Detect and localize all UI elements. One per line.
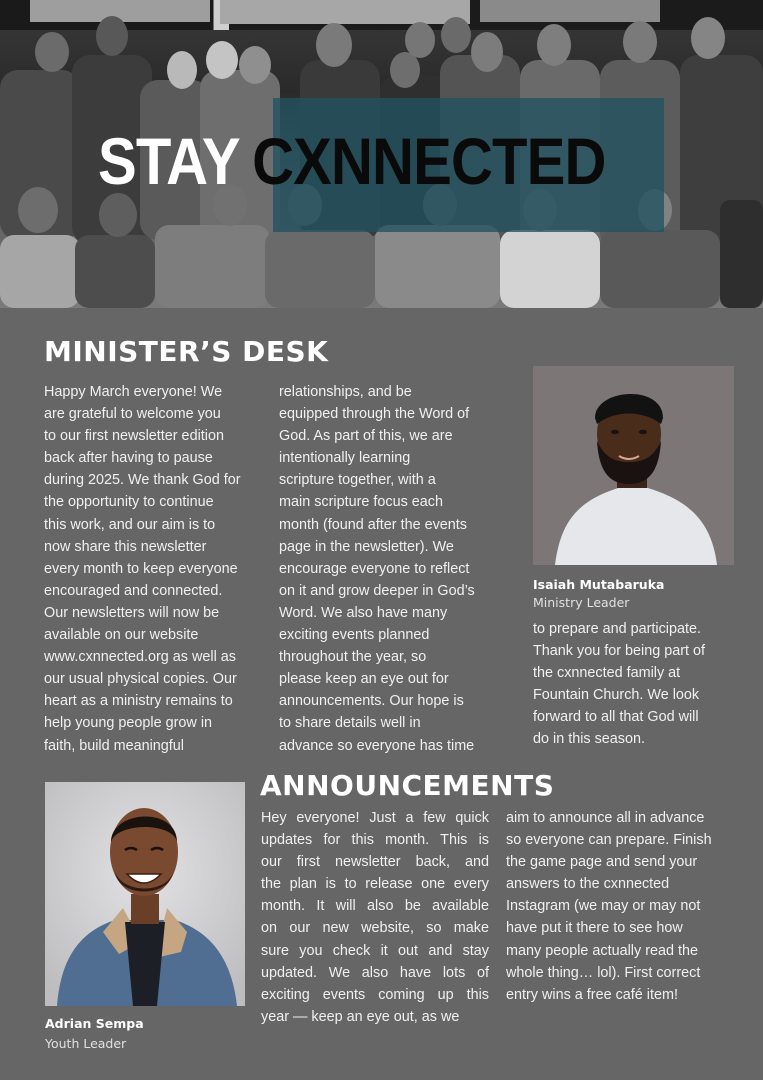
text-line: help young people grow in: [44, 715, 213, 732]
text-line: year — keep an eye out, as we: [261, 1008, 460, 1025]
announcements-heading: ANNOUNCEMENTS: [260, 769, 555, 802]
text-line: have put it there to see how: [506, 920, 683, 937]
text-line: answers to the cxnnected: [506, 876, 670, 893]
announcements-column-1: [261, 807, 489, 1028]
text-line: every month to keep everyone: [44, 560, 238, 577]
ministers-desk-column-3: [533, 618, 743, 751]
text-line: heart as a ministry remains to: [44, 693, 233, 710]
newsletter-title: [98, 126, 606, 196]
text-line: our usual physical copies. Our: [44, 671, 237, 688]
text-line: Thank you for being part of: [533, 643, 705, 660]
text-line: intentionally learning: [279, 450, 411, 467]
ministry-leader-role: Ministry Leader: [533, 595, 630, 610]
website-link-line: www.cxnnected.org as well as: [44, 649, 236, 666]
text-line: Instagram (we may or may not: [506, 898, 701, 915]
text-line: available on our website: [44, 627, 199, 644]
text-line: Hey everyone! Just a few quick: [261, 810, 489, 826]
text-line: the plan is to release one every: [261, 876, 489, 893]
text-line: whole thing… lol). First correct: [506, 964, 701, 981]
text-line: Fountain Church. We look: [533, 687, 700, 704]
text-line: encourage everyone to reflect: [279, 560, 470, 577]
text-line: to share details well in: [279, 715, 421, 732]
text-line: announcements. Our hope is: [279, 693, 464, 710]
text-line: sure you check it out and stay: [261, 942, 489, 959]
title-word-stay: STAY: [98, 124, 240, 198]
text-line: back after having to pause: [44, 450, 213, 467]
ministry-leader-photo: [533, 366, 734, 565]
text-line: updated. We also have lots of: [261, 964, 489, 981]
text-line: many people actually read the: [506, 942, 698, 959]
ministry-leader-name: Isaiah Mutabaruka: [533, 577, 665, 592]
text-line: scripture together, with a: [279, 472, 436, 489]
text-line: month (found after the events: [279, 516, 467, 533]
text-line: to prepare and participate.: [533, 621, 702, 637]
text-line: month. It will also be available: [261, 898, 489, 915]
ministers-desk-column-1: [44, 381, 266, 757]
text-line: forward to all that God will: [533, 709, 699, 726]
text-line: page in the newsletter). We: [279, 538, 454, 555]
text-line: on our new website, so make: [261, 920, 489, 937]
text-line: main scripture focus each: [279, 494, 443, 511]
text-line: please keep an eye out for: [279, 671, 449, 688]
youth-leader-role: Youth Leader: [45, 1036, 127, 1051]
text-line: exciting events planned: [279, 627, 430, 644]
text-line: encouraged and connected.: [44, 582, 223, 599]
ministers-desk-heading: MINISTER’S DESK: [44, 335, 329, 368]
text-line: entry wins a free café item!: [506, 986, 678, 1003]
ministers-desk-column-2: [279, 381, 504, 757]
portrait-illustration: [45, 782, 245, 1006]
text-line: the opportunity to continue: [44, 494, 214, 511]
text-line: are grateful to welcome you: [44, 406, 221, 423]
text-line: the cxnnected family at: [533, 665, 681, 682]
text-line: advance so everyone has time: [279, 737, 475, 754]
text-line: our first newsletter back, and: [261, 854, 489, 871]
text-line: throughout the year, so: [279, 649, 427, 666]
youth-leader-photo: [45, 782, 245, 1006]
text-line: so everyone can prepare. Finish: [506, 832, 712, 849]
text-line: to our first newsletter edition: [44, 428, 224, 445]
text-line: this work, and our aim is to: [44, 516, 216, 533]
text-line: the game page and send your: [506, 854, 698, 871]
text-line: faith, build meaningful: [44, 737, 184, 754]
text-line: updates for this month. This is: [261, 832, 489, 849]
text-line: now share this newsletter: [44, 538, 207, 555]
text-line: Happy March everyone! We: [44, 384, 223, 400]
text-line: relationships, and be: [279, 384, 412, 400]
text-line: God. As part of this, we are: [279, 428, 453, 445]
text-line: exciting events coming up this: [261, 986, 489, 1003]
title-word-cxnnected: CXNNECTED: [252, 124, 606, 198]
text-line: during 2025. We thank God for: [44, 472, 241, 489]
youth-leader-name: Adrian Sempa: [45, 1016, 144, 1031]
text-line: aim to announce all in advance: [506, 810, 705, 826]
announcements-column-2: [506, 807, 736, 1006]
text-line: Our newsletters will now be: [44, 604, 220, 621]
text-line: do in this season.: [533, 731, 645, 748]
text-line: on it and grow deeper in God’s: [279, 582, 475, 599]
portrait-illustration: [533, 366, 734, 565]
text-line: Word. We also have many: [279, 604, 448, 621]
text-line: equipped through the Word of: [279, 406, 470, 423]
hero-banner: [0, 0, 763, 308]
